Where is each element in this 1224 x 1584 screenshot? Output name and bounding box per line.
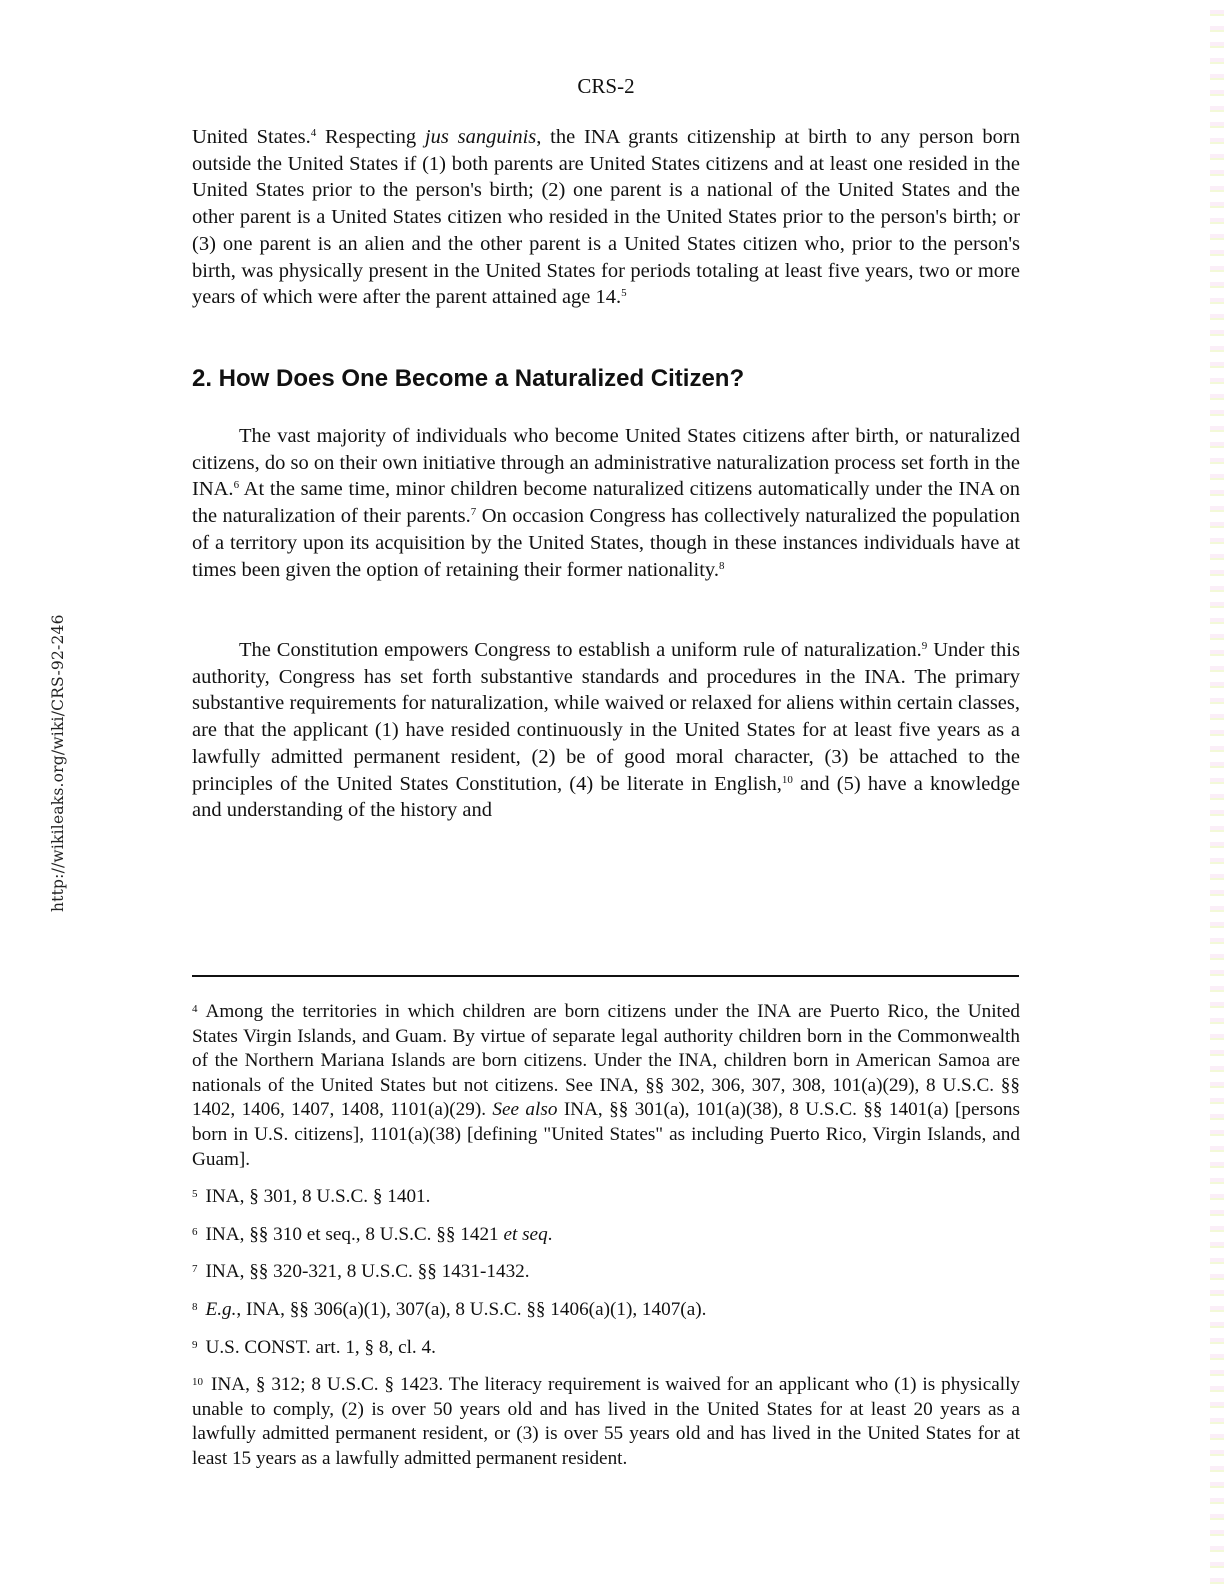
p1-text-pre: United States. (192, 126, 311, 148)
footnote-text: , INA, §§ 306(a)(1), 307(a), 8 U.S.C. §§ 1406(a)(1), 1407(a). (236, 1298, 707, 1320)
paragraph-naturalization-overview (192, 423, 1020, 583)
footnote-separator (192, 975, 1019, 977)
footnote-item (192, 1260, 1020, 1285)
side-source-url: http://wikileaks.org/wiki/CRS-92-246 (49, 614, 67, 912)
footnote-text: INA, §§ 320-321, 8 U.S.C. §§ 1431-1432. (205, 1261, 530, 1283)
p1-italic-term: jus sanguinis (424, 126, 537, 148)
footnote-ref-7[interactable]: 7 (470, 506, 477, 519)
p3-text-c: and (5) have a knowledge and understanding of the history and (192, 772, 1020, 822)
footnote-number: 9 (192, 1338, 198, 1351)
footnote-ref-10[interactable]: 10 (781, 773, 793, 786)
footnote-ref-6[interactable]: 6 (233, 479, 240, 492)
footnote-text: INA, §§ 310 et seq., 8 U.S.C. §§ 1421 (205, 1223, 504, 1245)
p1-text-post: , the INA grants citizenship at birth to any person born outside the United States if (1) both parents are United States citizens and at least one resided in the United States prior to the person's birth; (2) one parent is a national of the United States and the other parent is a United States citizen who resided in the United States prior to the person's birth; or (3) one parent is an alien and the other parent is a United States citizen who, prior to the person's birth, was physically present in the United States for periods totaling at least five years, two or more years of which were after the parent attained age 14. (192, 126, 1020, 309)
footnote-text: Among the territories in which children are born citizens under the INA are Puerto Rico, the United States Virgin Islands, and Guam. By virtue of separate legal authority children born in the Commonwealth of the Northern Mariana Islands are born citizens. Under the INA, children born in American Samoa are nationals of the United States but not citizens. See INA, §§ 302, 306, 307, 308, 101(a)(29), 8 U.S.C. §§ 1402, 1406, 1407, 1408, 1101(a)(29). (192, 1001, 1020, 1121)
footnote-number: 10 (192, 1376, 203, 1389)
p1-text-mid: Respecting (316, 126, 425, 148)
footnote-italic: See also (492, 1099, 558, 1121)
footnote-text: INA, §§ 301(a), 101(a)(38), 8 U.S.C. §§ 1401(a) [persons born in U.S. citizens], 1101(a)(38) [defining "United States" as including Puerto Rico, Virgin Islands, and Guam]. (192, 1099, 1020, 1170)
footnote-number: 8 (192, 1300, 198, 1313)
footnote-item (192, 1373, 1020, 1471)
footnote-number: 4 (192, 1003, 198, 1015)
paragraph-constitution (192, 637, 1020, 824)
paragraph-jus-sanguinis (192, 124, 1020, 311)
footnote-item (192, 1223, 1020, 1248)
footnote-text: . (547, 1223, 553, 1245)
footnote-item (192, 1336, 1020, 1361)
p2-text-a: The vast majority of individuals who become United States citizens after birth, or naturalized citizens, do so on their own initiative through an administrative naturalization process set forth in the INA. (192, 425, 1020, 501)
p2-text-b: At the same time, minor children become naturalized citizens automatically under the INA on the naturalization of their parents. (192, 478, 1020, 528)
footnote-item (192, 1185, 1020, 1210)
footnote-ref-8[interactable]: 8 (718, 559, 725, 572)
footnotes (192, 1000, 1020, 1485)
footnote-item (192, 1000, 1020, 1172)
page-number: CRS-2 (577, 74, 635, 98)
footnote-text: INA, § 312; 8 U.S.C. § 1423. The literacy requirement is waived for an applicant who (1) is physically unable to comply, (2) is over 50 years old and has lived in the United States for at least 20 years as a lawfully admitted permanent resident, or (3) is over 55 years old and has lived in the United States for at least 15 years as a lawfully admitted permanent resident. (192, 1374, 1020, 1469)
p3-text-a: The Constitution empowers Congress to establish a uniform rule of naturalization. (239, 639, 922, 661)
footnote-italic: et seq (503, 1223, 548, 1245)
footnote-ref-5[interactable]: 5 (621, 287, 627, 300)
footnote-number: 6 (192, 1225, 198, 1238)
footnote-text: INA, § 301, 8 U.S.C. § 1401. (205, 1186, 431, 1208)
p2-text-c: On occasion Congress has collectively naturalized the population of a territory upon its acquisition by the United States, though in these instances individuals have at times been given the option of retaining their former nationality. (192, 505, 1020, 581)
section-heading: 2. How Does One Become a Naturalized Citizen? (192, 365, 745, 392)
footnote-ref-9[interactable]: 9 (921, 640, 928, 652)
scan-edge-artifact (1210, 0, 1224, 1584)
footnote-ref-4[interactable]: 4 (310, 127, 317, 139)
p3-text-b: Under this authority, Congress has set forth substantive standards and procedures in the INA. The primary substantive requirements for naturalization, while waived or relaxed for aliens within certain classes, are that the applicant (1) have resided continuously in the United States for at least five years as a lawfully admitted permanent resident, (2) be of good moral character, (3) be attached to the principles of the United States Constitution, (4) be literate in English, (192, 639, 1020, 795)
footnote-number: 5 (192, 1188, 198, 1201)
footnote-text: U.S. CONST. art. 1, § 8, cl. 4. (205, 1336, 436, 1358)
footnote-italic: E.g. (205, 1298, 237, 1320)
footnote-number: 7 (192, 1263, 198, 1276)
footnote-item (192, 1298, 1020, 1323)
